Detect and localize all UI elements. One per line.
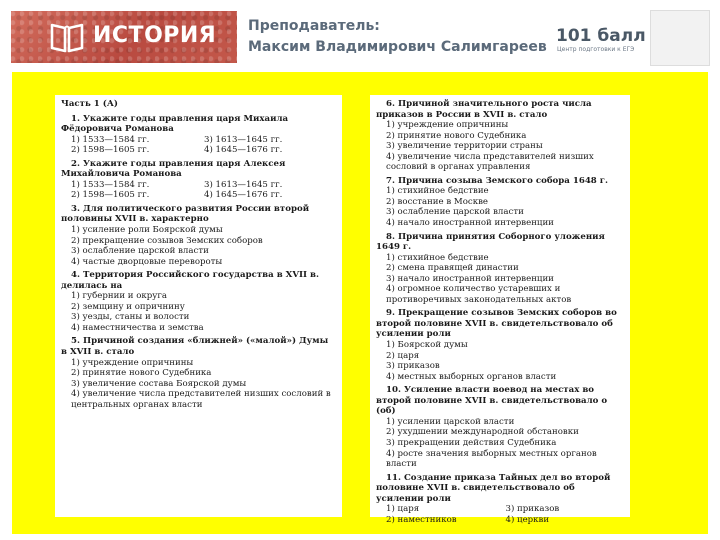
question-block [61, 159, 337, 201]
question-block [376, 385, 625, 469]
answer-option: 1) царя [386, 504, 420, 515]
answer-option: 2) 1598—1605 гг. [71, 190, 150, 201]
answer-options [376, 417, 625, 470]
question-text: 2. Укажите годы правления царя Алексея Михайловича Романова [61, 158, 286, 180]
question-text: 1. Укажите годы правления царя Михаила Фёдоровича Романова [61, 113, 289, 135]
question-text: 11. Создание приказа Тайных дел во второй половине XVII в. свидетельствовало об усилении роли [376, 472, 611, 504]
question-text: 5. Причиной создания «ближней» («малой») Думы в XVII в. стало [61, 336, 329, 358]
subject-logo [11, 11, 237, 63]
answer-option: 1) стихийное бедствие [386, 186, 489, 197]
answer-options [376, 120, 625, 173]
open-book-icon [49, 20, 85, 54]
corner-decoration [650, 10, 710, 66]
question-block [61, 270, 337, 333]
subject-title: ИСТОРИЯ [93, 23, 217, 48]
answer-option: 3) 1613—1645 гг. [204, 179, 283, 190]
answer-option: 3) ослабление царской власти [71, 246, 209, 257]
answer-option: 2) принятие нового Судебника [71, 368, 212, 379]
answer-options [376, 186, 625, 228]
answer-option: 3) увеличение территории страны [386, 141, 543, 152]
answer-option: 3) ослабление царской власти [386, 207, 524, 218]
answer-option: 1) усилении царской власти [386, 416, 515, 427]
question-block [61, 114, 337, 156]
question-block [61, 336, 337, 410]
test-page-right [370, 95, 630, 525]
test-page-left [55, 95, 342, 517]
answer-option: 2) царя [386, 350, 420, 361]
answer-option: 4) увеличение числа представителей низших сословий в органах управления [386, 151, 594, 173]
answer-option: 1) Боярской думы [386, 340, 468, 351]
answer-options [376, 504, 625, 525]
teacher-name: Максим Владимирович Салимгареев [248, 39, 547, 55]
answer-option: 3) увеличение состава Боярской думы [71, 378, 247, 389]
answer-option: 3) уезды, станы и волости [71, 312, 190, 323]
answer-options [61, 180, 337, 201]
answer-option: 3) начало иностранной интервенции [386, 273, 554, 284]
answer-option: 1) усиление роли Боярской думы [71, 225, 223, 236]
header-bar [0, 0, 720, 72]
answer-option: 1) учреждение опричнины [71, 357, 194, 368]
answer-options [61, 135, 337, 156]
answer-option: 1) 1533—1584 гг. [71, 134, 150, 145]
answer-option: 2) принятие нового Судебника [386, 130, 527, 141]
question-block [376, 176, 625, 229]
question-block [376, 232, 625, 306]
question-text: 8. Причина принятия Соборного уложения 1649 г. [376, 231, 605, 253]
question-text: 6. Причиной значительного роста числа приказов в России в XVII в. стало [376, 99, 592, 120]
answer-option: 1) стихийное бедствие [386, 252, 489, 263]
question-text: 9. Прекращение созывов Земских соборов во второй половине XVII в. свидетельствовало об усилении роли [376, 308, 617, 340]
answer-option: 4) росте значения выборных местных органов власти [386, 448, 597, 470]
answer-option: 2) прекращение созывов Земских соборов [71, 235, 263, 246]
answer-option: 4) наместничества и земства [71, 322, 204, 333]
question-text: 4. Территория Российского государства в XVII в. делилась на [61, 270, 319, 291]
answer-option: 2) ухудшении международной обстановки [386, 427, 579, 438]
question-block [376, 308, 625, 382]
answer-option: 1) 1533—1584 гг. [71, 179, 150, 190]
answer-option: 2) восстание в Москве [386, 196, 488, 207]
answer-option: 1) учреждение опричнины [386, 120, 509, 131]
answer-option: 3) приказов [505, 504, 560, 515]
question-text: 7. Причина созыва Земского собора 1648 г. [386, 175, 609, 186]
question-block [376, 473, 625, 526]
brand-tagline: Центр подготовки к ЕГЭ [557, 46, 635, 53]
answer-option: 2) смена правящей династии [386, 263, 519, 274]
answer-options [376, 253, 625, 306]
question-block [61, 204, 337, 267]
answer-option: 4) частые дворцовые перевороты [71, 256, 223, 267]
brand-logo: 101 балл [556, 26, 646, 46]
answer-option: 4) 1645—1676 гг. [204, 145, 283, 156]
question-text: 10. Усиление власти воевод на местах во второй половине XVII в. свидетельствовало о (об) [376, 385, 608, 417]
answer-option: 3) приказов [386, 361, 440, 372]
answer-option: 2) земщину и опричнину [71, 301, 185, 312]
teacher-role-label: Преподаватель: [248, 18, 380, 34]
answer-option: 2) 1598—1605 гг. [71, 145, 150, 156]
answer-option: 4) 1645—1676 гг. [204, 190, 283, 201]
answer-option: 3) прекращении действия Судебника [386, 437, 557, 448]
question-text: 3. Для политического развития России второй половины XVII в. характерно [61, 203, 310, 225]
answer-option: 4) местных выборных органов власти [386, 371, 557, 382]
answer-option: 4) церкви [505, 514, 550, 525]
answer-option: 4) огромное количество устаревших и противоречивых законодательных актов [386, 284, 572, 305]
answer-option: 2) наместников [386, 514, 457, 525]
part-title: Часть 1 (А) [61, 99, 118, 109]
answer-option: 4) начало иностранной интервенции [386, 218, 554, 229]
question-block [376, 99, 625, 173]
answer-options [61, 291, 337, 333]
answer-option: 3) 1613—1645 гг. [204, 134, 283, 145]
answer-options [376, 340, 625, 382]
answer-options [61, 358, 337, 411]
answer-options [61, 225, 337, 267]
answer-option: 1) губернии и округа [71, 291, 167, 302]
answer-option: 4) увеличение числа представителей низших сословий в центральных органах власти [71, 389, 331, 410]
